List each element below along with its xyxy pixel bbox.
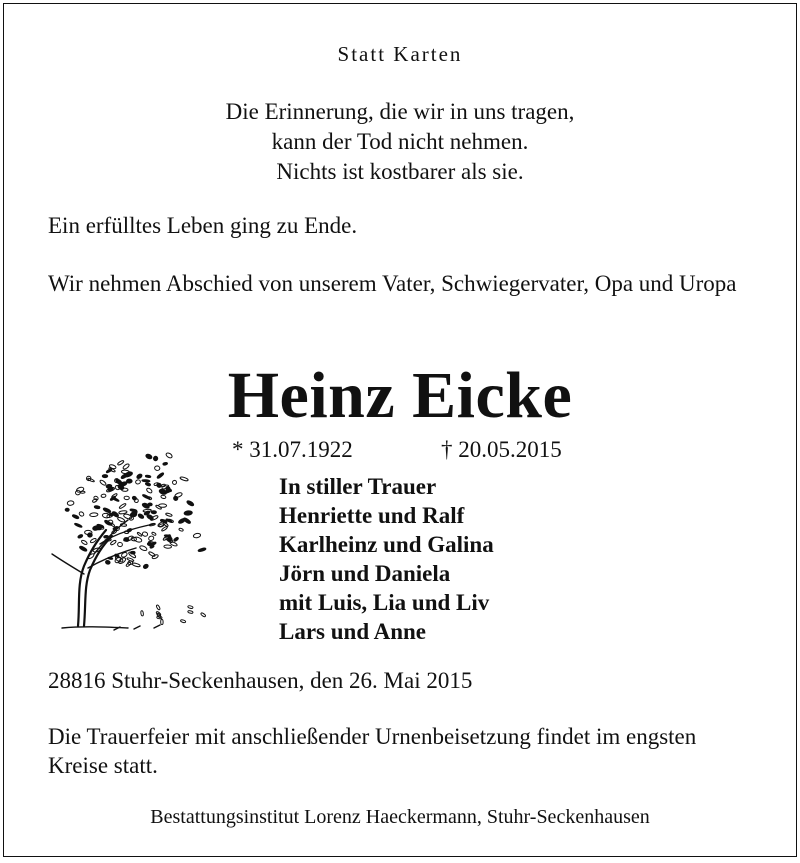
leaf-mark bbox=[117, 460, 124, 466]
leaf-mark bbox=[145, 482, 151, 486]
fallen-leaf-mark bbox=[156, 605, 161, 611]
leaf-mark bbox=[179, 528, 184, 532]
quote-line: kann der Tod nicht nehmen. bbox=[271, 129, 529, 154]
farewell-text: Wir nehmen Abschied von unserem Vater, Schwiegervater, Opa und Uropa bbox=[48, 271, 737, 296]
leaf-mark bbox=[157, 472, 165, 479]
leaf-mark bbox=[161, 495, 167, 499]
leaf-mark bbox=[163, 462, 168, 465]
leaf-mark bbox=[139, 545, 147, 552]
leaf-mark bbox=[145, 453, 153, 459]
leaf-mark bbox=[174, 492, 182, 498]
mourner-line: Henriette und Ralf bbox=[279, 503, 465, 528]
leaf-mark bbox=[79, 545, 87, 552]
leaf-mark bbox=[90, 513, 98, 517]
leaf-mark bbox=[137, 532, 143, 537]
leaf-mark bbox=[119, 503, 127, 509]
fallen-leaf-mark bbox=[200, 612, 206, 617]
fallen-leaf-mark bbox=[180, 619, 186, 623]
leaf-mark bbox=[130, 551, 135, 554]
leaf-mark bbox=[111, 511, 119, 518]
leaf-mark bbox=[159, 504, 167, 508]
memorial-quote bbox=[4, 97, 796, 187]
windblown-tree-icon bbox=[44, 444, 209, 639]
leaf-mark bbox=[148, 535, 154, 541]
leaf-mark bbox=[108, 557, 113, 560]
leaf-mark bbox=[74, 523, 82, 528]
leaf-mark bbox=[127, 479, 133, 483]
leaf-mark bbox=[92, 498, 97, 503]
header-statt-karten: Statt Karten bbox=[337, 42, 463, 66]
intro-line: Ein erfülltes Leben ging zu Ende. bbox=[48, 213, 358, 238]
leaf-mark bbox=[138, 513, 145, 519]
leaf-mark bbox=[193, 533, 201, 539]
leaf-mark bbox=[143, 563, 149, 569]
leaf-mark bbox=[198, 547, 206, 552]
leaf-mark bbox=[145, 475, 151, 478]
obituary-notice bbox=[3, 3, 797, 857]
leaf-mark bbox=[164, 545, 172, 549]
leaf-mark bbox=[183, 517, 191, 524]
leaf-mark bbox=[180, 476, 189, 481]
mourner-line: In stiller Trauer bbox=[279, 474, 437, 499]
leaf-mark bbox=[126, 528, 132, 533]
quote-line: Nichts ist kostbarer als sie. bbox=[276, 159, 524, 184]
leaf-mark bbox=[151, 532, 156, 536]
fallen-leaf-mark bbox=[188, 605, 194, 609]
leaf-mark bbox=[124, 496, 129, 500]
leaf-mark bbox=[102, 475, 107, 478]
leaf-mark bbox=[117, 542, 122, 547]
leaf-mark bbox=[153, 456, 157, 460]
leaf-mark bbox=[94, 505, 100, 509]
birth-date: * 31.07.1922 bbox=[232, 437, 353, 462]
leaf-mark bbox=[132, 496, 137, 501]
leaf-mark bbox=[173, 496, 179, 502]
leaf-mark bbox=[186, 500, 194, 507]
fallen-leaf-mark bbox=[161, 619, 163, 624]
leaf-mark bbox=[172, 480, 178, 486]
mourner-line: Jörn und Daniela bbox=[279, 561, 451, 586]
leaf-mark bbox=[165, 452, 173, 459]
leaf-mark bbox=[81, 540, 88, 546]
leaf-mark bbox=[105, 560, 110, 565]
quote-line: Die Erinnerung, die wir in uns tragen, bbox=[225, 99, 575, 124]
funeral-home: Bestattungsinstitut Lorenz Haeckermann, Stuhr-Seckenhausen bbox=[150, 806, 650, 828]
mourners-list bbox=[279, 472, 494, 646]
death-date: † 20.05.2015 bbox=[441, 437, 562, 462]
leaf-mark bbox=[72, 514, 79, 519]
leaf-mark bbox=[106, 484, 112, 488]
leaf-mark bbox=[146, 487, 153, 493]
leaf-mark bbox=[101, 494, 106, 498]
leaf-mark bbox=[173, 537, 179, 542]
leaf-mark bbox=[142, 531, 148, 537]
leaf-mark bbox=[122, 463, 130, 470]
mourner-line: Lars und Anne bbox=[279, 619, 427, 644]
leaf-mark bbox=[142, 479, 150, 482]
leaf-mark bbox=[78, 511, 84, 517]
leaf-mark bbox=[152, 554, 159, 560]
leaf-mark bbox=[88, 533, 93, 537]
place-and-date: 28816 Stuhr-Seckenhausen, den 26. Mai 2015 bbox=[48, 668, 473, 693]
leaf-mark bbox=[184, 510, 193, 515]
leaf-mark bbox=[106, 468, 112, 473]
fallen-leaf-mark bbox=[188, 610, 194, 614]
leaf-mark bbox=[133, 536, 142, 543]
mourner-line: mit Luis, Lia und Liv bbox=[279, 590, 490, 615]
leaf-mark bbox=[136, 473, 143, 479]
leaf-mark bbox=[99, 479, 107, 486]
leaf-mark bbox=[151, 511, 156, 514]
ceremony-text: Die Trauerfeier mit anschließender Urnenbeisetzung findet im engsten Kreise statt. bbox=[48, 724, 697, 778]
leaf-mark bbox=[103, 507, 112, 513]
leaf-mark bbox=[124, 471, 133, 478]
leaf-mark bbox=[132, 562, 141, 567]
leaf-mark bbox=[154, 466, 160, 471]
leaf-mark bbox=[148, 551, 155, 557]
leaf-mark bbox=[127, 557, 134, 562]
leaf-mark bbox=[67, 501, 74, 506]
leaf-mark bbox=[65, 508, 69, 511]
fallen-leaf-mark bbox=[141, 611, 144, 616]
mourner-line: Karlheinz und Galina bbox=[279, 532, 494, 557]
leaf-mark bbox=[135, 479, 141, 484]
leaf-mark bbox=[76, 486, 85, 493]
leaf-mark bbox=[165, 513, 172, 517]
deceased-name: Heinz Eicke bbox=[227, 359, 573, 432]
leaf-mark bbox=[104, 535, 109, 538]
leaf-mark bbox=[87, 553, 94, 560]
leaf-mark bbox=[117, 517, 125, 523]
leaf-mark bbox=[77, 534, 83, 539]
